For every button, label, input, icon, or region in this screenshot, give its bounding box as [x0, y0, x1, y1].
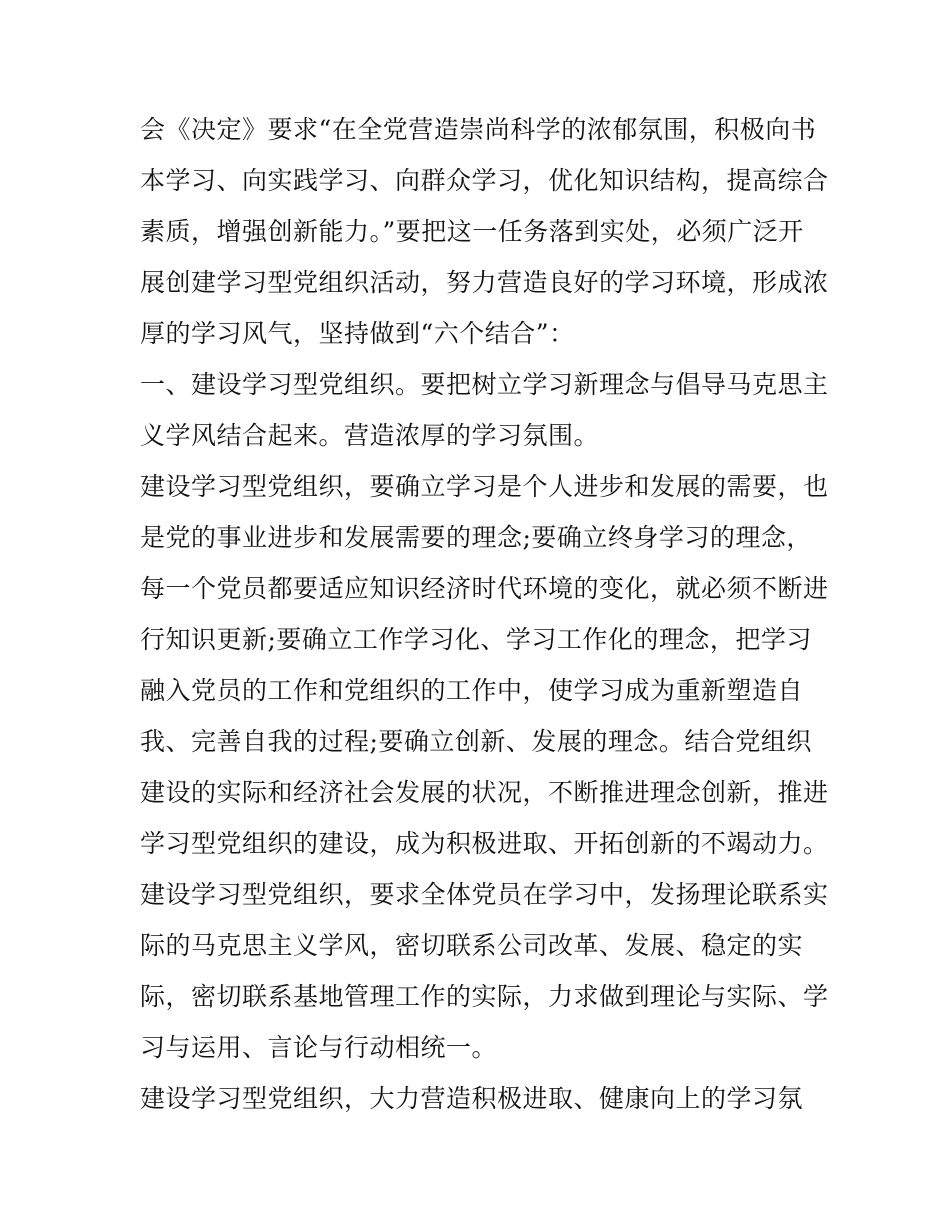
text-line: 素质，增强创新能力。”要把这一任务落到实处，必须广泛开 [140, 217, 804, 246]
body-text [140, 104, 829, 1124]
text-line: 义学风结合起来。营造浓厚的学习氛围。 [140, 421, 600, 450]
text-line: 习与运用、言论与行动相统一。 [140, 1033, 498, 1062]
text-line: 是党的事业进步和发展需要的理念;要确立终身学习的理念， [140, 523, 812, 552]
text-line: 一、建设学习型党组织。要把树立学习新理念与倡导马克思主 [140, 370, 829, 399]
text-line: 建设学习型党组织，大力营造积极进取、健康向上的学习氛 [140, 1084, 804, 1113]
text-line: 行知识更新;要确立工作学习化、学习工作化的理念，把学习 [140, 625, 812, 654]
text-line: 我、完善自我的过程;要确立创新、发展的理念。结合党组织 [140, 727, 812, 756]
text-line: 建设的实际和经济社会发展的状况，不断推进理念创新，推进 [140, 778, 829, 807]
text-line: 际，密切联系基地管理工作的实际，力求做到理论与实际、学 [140, 982, 829, 1011]
text-line: 融入党员的工作和党组织的工作中，使学习成为重新塑造自 [140, 676, 804, 705]
text-line: 每一个党员都要适应知识经济时代环境的变化，就必须不断进 [140, 574, 829, 603]
text-line: 建设学习型党组织，要求全体党员在学习中，发扬理论联系实 [140, 880, 829, 909]
text-line: 学习型党组织的建设，成为积极进取、开拓创新的不竭动力。 [140, 829, 829, 858]
text-line: 会《决定》要求“在全党营造崇尚科学的浓郁氛围，积极向书 [140, 115, 817, 144]
text-line: 际的马克思主义学风，密切联系公司改革、发展、稳定的实 [140, 931, 804, 960]
text-line: 展创建学习型党组织活动，努力营造良好的学习环境，形成浓 [140, 268, 829, 297]
text-line: 建设学习型党组织，要确立学习是个人进步和发展的需要，也 [140, 472, 829, 501]
text-line: 本学习、向实践学习、向群众学习，优化知识结构，提高综合 [140, 166, 829, 195]
text-line: 厚的学习风气，坚持做到“六个结合”： [140, 319, 575, 348]
